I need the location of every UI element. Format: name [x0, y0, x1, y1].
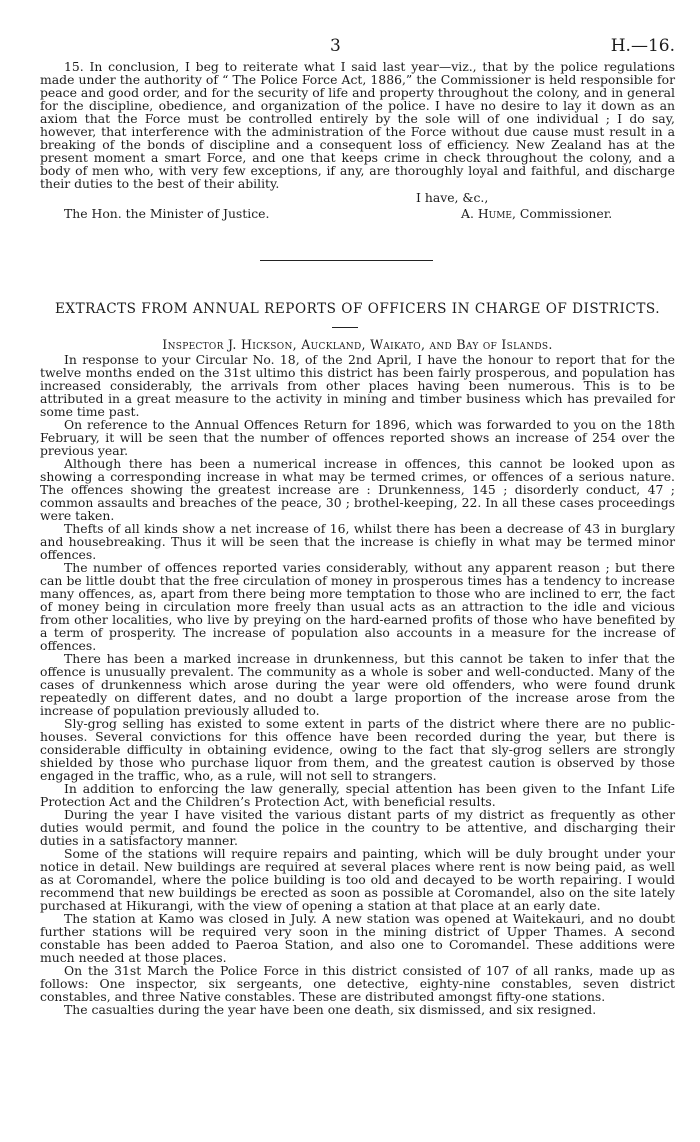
heading-rule: [332, 327, 358, 328]
report-paragraph: In response to your Circular No. 18, of the 2nd April, I have the honour to report that for the twelve months ended on the 31st ultimo this district has been fairly prosperous, and population has increased considerably, the arrivals from other places having been numerous. This is to be attributed in a great measure to the activity in mining and timber business which has prevailed for some time past.: [40, 352, 675, 419]
signatory-title: , Commissioner.: [512, 206, 613, 221]
signature-name-line: [40, 206, 675, 222]
section-heading: EXTRACTS FROM ANNUAL REPORTS OF OFFICERS IN CHARGE OF DISTRICTS.: [54, 301, 661, 317]
report-paragraph: The casualties during the year have been one death, six dismissed, and six resigned.: [64, 1002, 597, 1017]
report-paragraph: Some of the stations will require repairs and painting, which will be duly brought under your notice in detail. New buildings are required at several places where rent is now being paid, as well as at Coromandel, where the police building is too old and decayed to be worth repairing. I would recommend that new buildings be erected as soon as possible at Coromandel, also on the site lately purchased at Hikurangi, with the view of opening a station at that place at an early date.: [40, 846, 675, 913]
report-subheading: Inspector J. Hickson, Auckland, Waikato, and Bay of Islands.: [162, 337, 553, 352]
report-paragraph: The number of offences reported varies considerably, without any apparent reason ; but there can be little doubt that the free circulation of money in prosperous times has a tendency to increase many offences, as, apart from there being more temptation to those who are inclined to err, the fact of money being in circulation more freely than usual acts as an attraction to the idle and vicious from other localities, who live by preying on the hard-earned profits of those who have benefited by a term of prosperity. The increase of population also accounts in a measure for the increase of offences.: [40, 560, 675, 653]
report-paragraph: The station at Kamo was closed in July. A new station was opened at Waitekauri, and no doubt further stations will be required very soon in the mining district of Upper Thames. A second constable has been added to Paeroa Station, and also one to Coromandel. These additions were much needed at those places.: [40, 911, 675, 965]
document-page: [40, 0, 675, 1016]
report-paragraph: Although there has been a numerical increase in offences, this cannot be looked upon as showing a corresponding increase in what may be termed crimes, or offences of a serious nature. The offences showing the greatest increase are : Drunkenness, 145 ; disorderly conduct, 47 ; common assaults and breaches of the peace, 30 ; brothel-keeping, 22. In all these cases proceedings were taken.: [40, 456, 675, 523]
report-paragraph: Sly-grog selling has existed to some extent in parts of the district where there are no public-houses. Several convictions for this offence have been recorded during the year, but there is considerable difficulty in obtaining evidence, owing to the fact that sly-grog sellers are strongly shielded by those who purchase liquor from them, and the greatest caution is observed by those engaged in the traffic, who, as a rule, will not sell to strangers.: [40, 716, 675, 783]
report-paragraph: During the year I have visited the various distant parts of my district as frequently as other duties would permit, and found the police in the country to be attentive, and discharging their duties in a satisfactory manner.: [40, 807, 675, 848]
report-paragraph: There has been a marked increase in drunkenness, but this cannot be taken to infer that the offence is unusually prevalent. The community as a whole is sober and well-conducted. Many of the cases of drunkenness which arose during the year were old offenders, who were found drunk repeatedly on different dates, and no doubt a large proportion of the increase arose from the increase of population previously alluded to.: [40, 651, 675, 718]
document-reference: H.—16.: [610, 36, 675, 56]
report-body: [40, 353, 675, 1016]
paragraph-conclusion: 15. In conclusion, I beg to reiterate what I said last year—viz., that by the police regulations made under the authority of “ The Police Force Act, 1886,” the Commissioner is held responsible for peace and good order, and for the security of life and property throughout the colony, and in general for the discipline, obedience, and organization of the police. I have no desire to lay it down as an axiom that the Force must be controlled entirely by the sole will of one individual ; I do say, however, that interference with the administration of the Force without due cause must result in a breaking of the bonds of discipline and a consequent loss of efficiency. New Zealand has at the present moment a smart Force, and one that keeps crime in check throughout the colony, and a body of men who, with very few exceptions, if any, are thoroughly loyal and faithful, and discharge their duties to the best of their ability.: [40, 59, 675, 191]
addressee: The Hon. the Minister of Justice.: [64, 206, 270, 221]
report-paragraph: On the 31st March the Police Force in this district consisted of 107 of all ranks, made up as follows: One inspector, six sergeants, one detective, eighty-nine constables, seven district constables, and three Native constables. These are distributed amongst fifty-one stations.: [40, 963, 675, 1004]
signatory-initial: A.: [461, 206, 478, 221]
signatory: [461, 206, 612, 222]
page-number: 3: [330, 36, 341, 56]
report-paragraph: On reference to the Annual Offences Return for 1896, which was forwarded to you on the 18th February, it will be seen that the number of offences reported shows an increase of 254 over the previous year.: [40, 417, 675, 458]
section-divider: [260, 260, 433, 261]
report-paragraph: In addition to enforcing the law generally, special attention has been given to the Infant Life Protection Act and the Children’s Protection Act, with beneficial results.: [40, 781, 675, 809]
report-paragraph: Thefts of all kinds show a net increase of 16, whilst there has been a decrease of 43 in burglary and housebreaking. Thus it will be seen that the increase is chiefly in what may be termed minor offences.: [40, 521, 675, 562]
signatory-surname: Hume: [477, 206, 513, 221]
signature-closing-line: [40, 190, 675, 206]
page-header: [40, 0, 675, 60]
closing-salutation: I have, &c.,: [416, 190, 489, 205]
